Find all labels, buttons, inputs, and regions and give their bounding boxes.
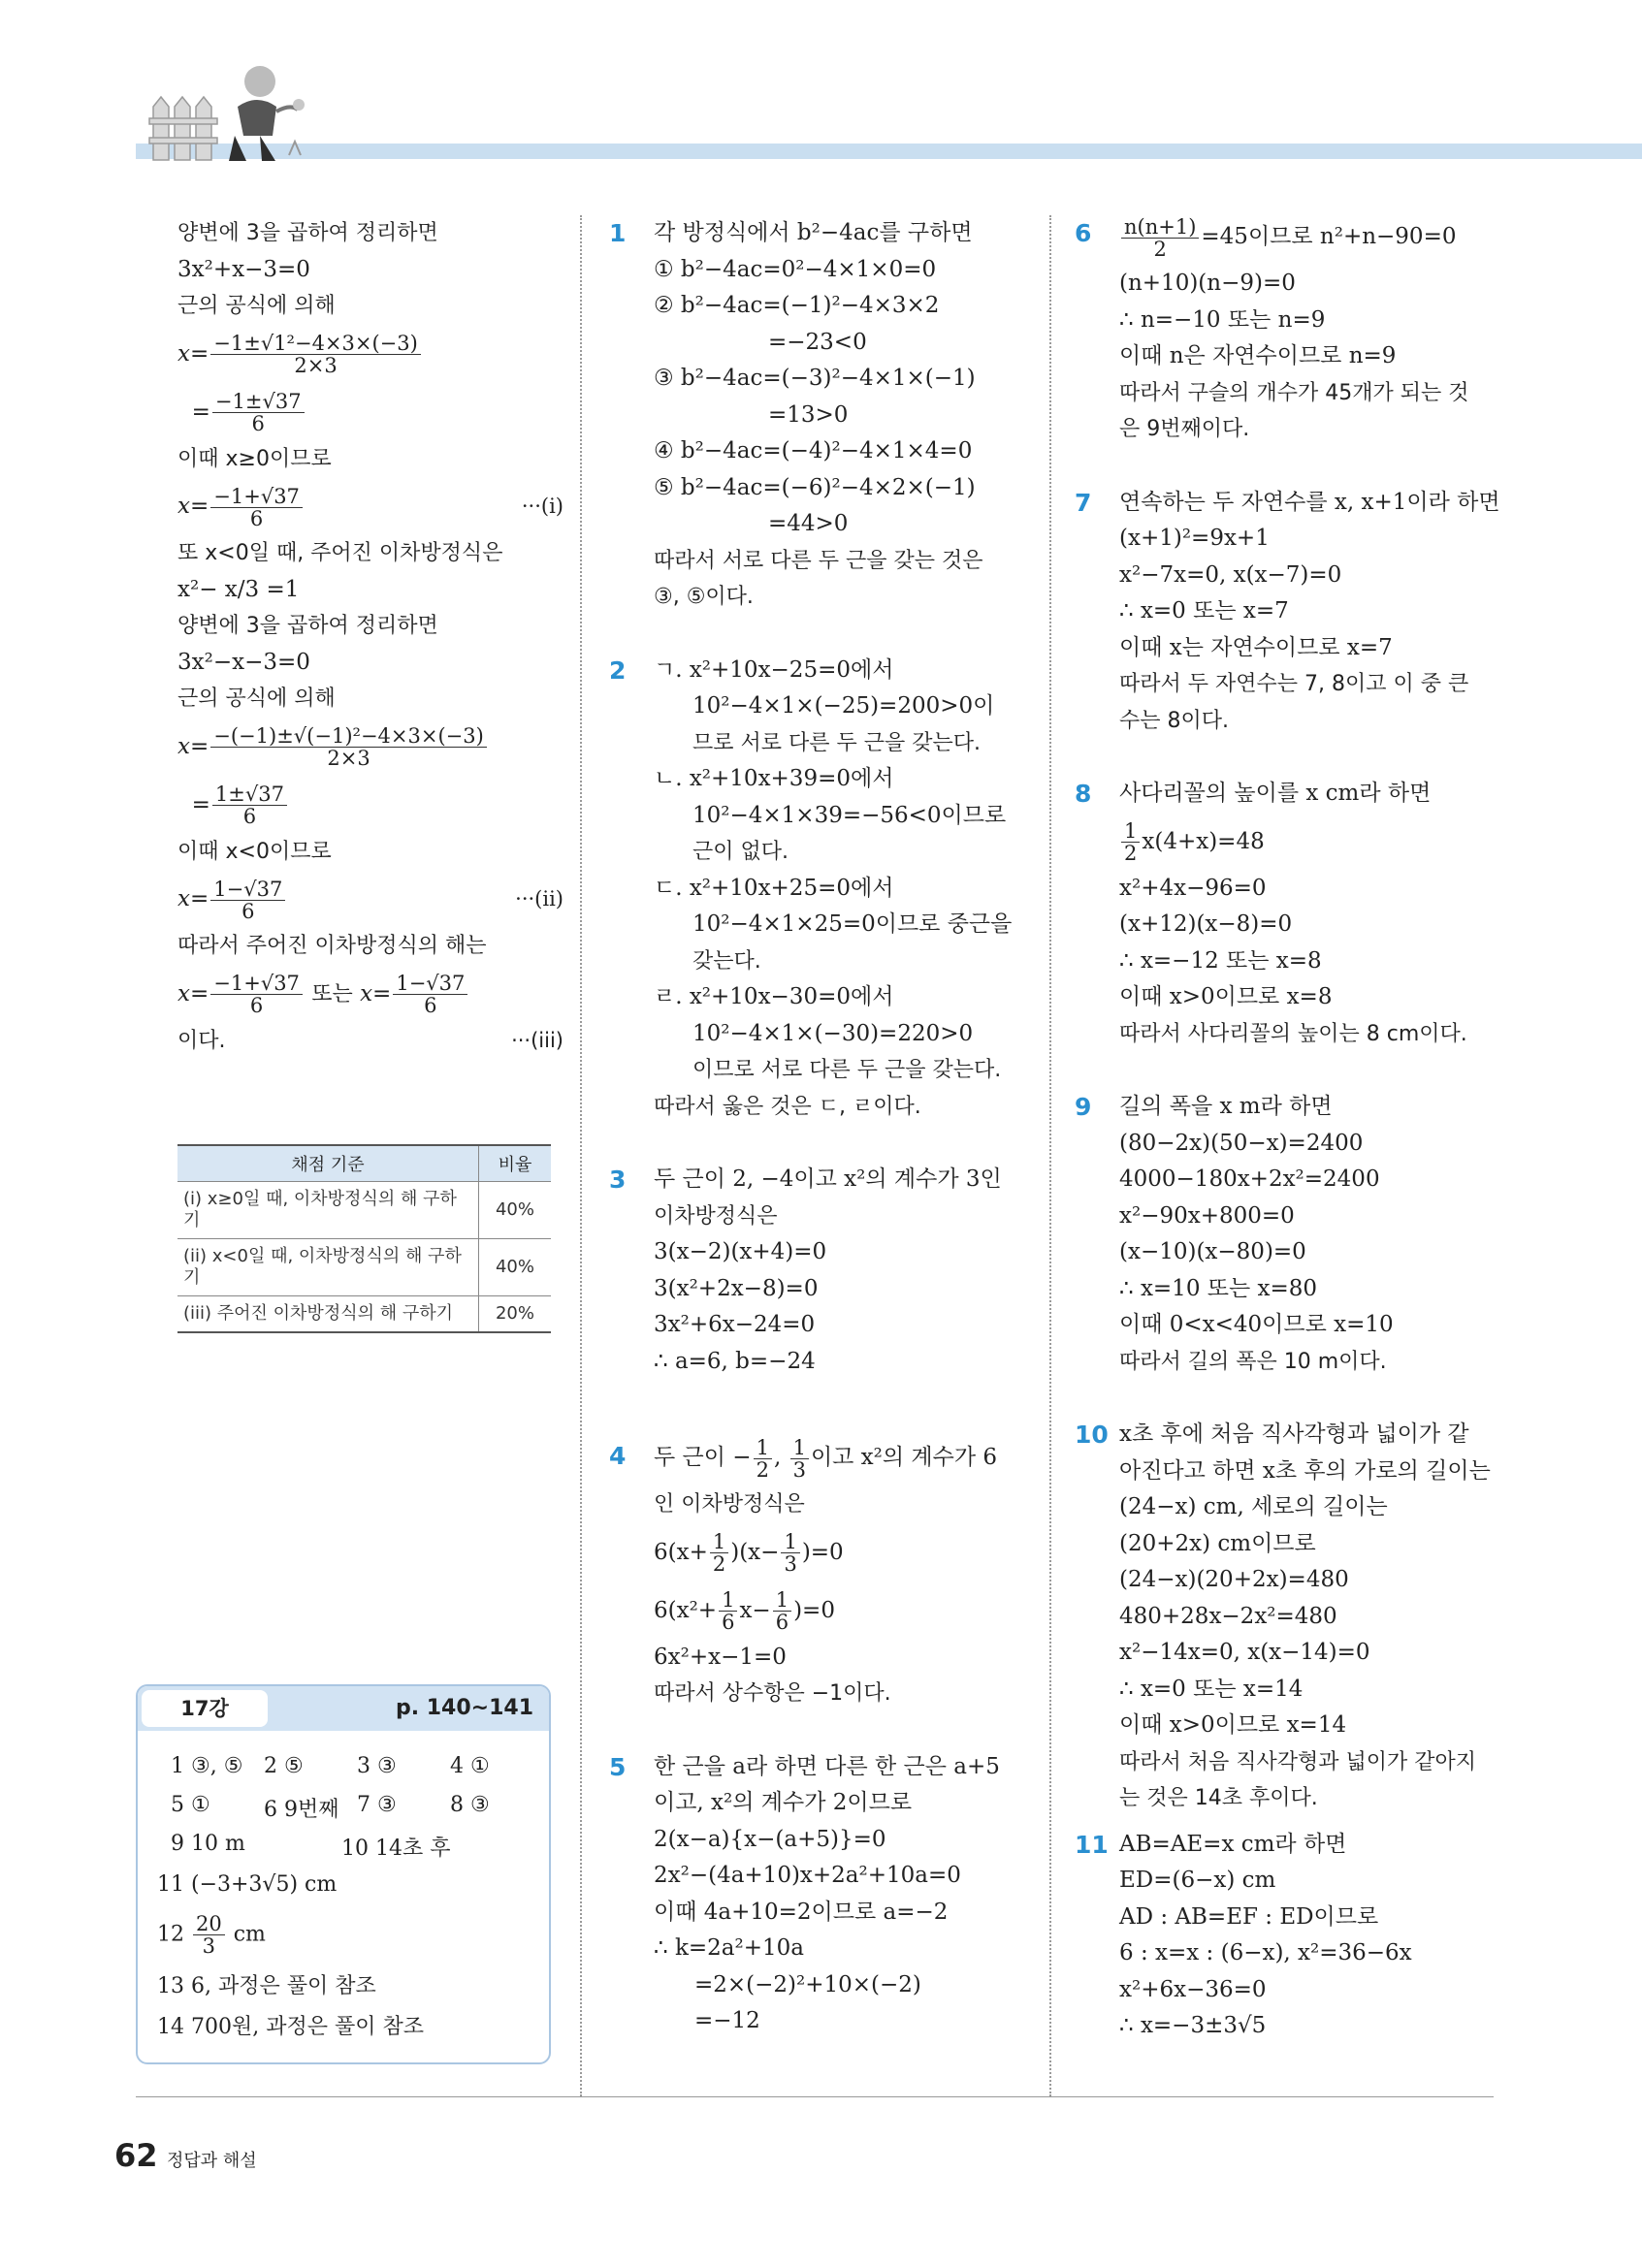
text-span: )(x−: [730, 1539, 780, 1565]
solution-line: ㄴ. x²+10x+39=0에서: [654, 766, 894, 791]
answer-item: 2 ⑤: [264, 1754, 304, 1778]
solution-line: 길의 폭을 x m라 하면: [1119, 1094, 1333, 1119]
solution-line: (n+10)(n−9)=0: [1119, 271, 1296, 296]
table-row: [177, 1239, 551, 1296]
equation-line: x= $\frac{\text{−1±√1²−4×3×(−3)}}{2\times 3}$: [177, 325, 565, 383]
table-cell: (ii) x<0일 때, 이차방정식의 해 구하기: [177, 1239, 479, 1296]
solution-line: (80−2x)(50−x)=2400: [1119, 1130, 1364, 1156]
solution-line: 한 근을 a라 하면 다른 한 근은 a+5: [654, 1753, 1000, 1779]
answer-item: 13 6, 과정은 풀이 참조: [157, 1974, 376, 1998]
denominator: 6: [241, 899, 255, 923]
problem-number: 7: [1075, 488, 1092, 517]
fraction: [210, 725, 487, 769]
solution-line: (20+2x) cm이므로: [1119, 1530, 1316, 1556]
solution-line: 3x²+6x−24=0: [654, 1312, 816, 1337]
problem-5: [609, 1749, 1036, 2040]
problem-4: [609, 1428, 1036, 1712]
text-span: )=0: [801, 1539, 844, 1565]
numerator: 1−√37: [393, 973, 467, 995]
fraction: [790, 1437, 809, 1481]
solution-line: [1119, 813, 1501, 871]
denominator: 2: [1124, 842, 1138, 865]
denominator: 2: [1153, 237, 1167, 261]
solution-line: 6x²+x−1=0: [654, 1644, 787, 1670]
column-divider-right: [1049, 215, 1051, 2096]
header-bar: [136, 144, 1642, 159]
solution-line: 이때 x>0이므로 x=8: [1119, 984, 1333, 1009]
fraction: [1121, 216, 1199, 260]
answer-item: 10 14초 후: [341, 1837, 451, 1861]
text-span: x−: [739, 1597, 771, 1623]
table-cell: (i) x≥0일 때, 이차방정식의 해 구하기: [177, 1182, 479, 1239]
answer-item: 8 ③: [450, 1793, 490, 1817]
answer-item: 6 9번째: [264, 1798, 339, 1822]
solution-line: (x+1)²=9x+1: [1119, 526, 1270, 551]
solution-line: 수는 8이다.: [1119, 708, 1229, 733]
solution-line: 3(x²+2x−8)=0: [654, 1275, 819, 1301]
numerator: 1−√37: [210, 878, 285, 901]
equation-line: x²− x/3 =1: [177, 576, 300, 602]
denominator: 6: [249, 506, 264, 530]
solution-line: 이고, x²의 계수가 2이므로: [654, 1790, 913, 1815]
fraction: [212, 391, 305, 434]
fraction: [212, 783, 287, 827]
answer-item: 3 ③: [357, 1754, 397, 1778]
solution-line: (x−10)(x−80)=0: [1119, 1239, 1306, 1264]
answer-number: 12: [157, 1922, 184, 1947]
solution-line: AD : AB=EF : ED이므로: [1119, 1903, 1379, 1930]
table-cell: 20%: [479, 1296, 552, 1333]
table-header-ratio: 비율: [479, 1145, 552, 1182]
solution-line: =−12: [694, 2008, 760, 2033]
answer-item: 1 ③, ⑤: [171, 1754, 243, 1778]
solution-line: 이므로 서로 다른 두 근을 갖는다.: [692, 1058, 1002, 1082]
page-label: 정답과 해설: [167, 2151, 257, 2171]
problem-1: [609, 215, 1036, 616]
solution-line: x²−90x+800=0: [1119, 1202, 1295, 1229]
solution-line: 근이 없다.: [692, 840, 789, 864]
numerator: 1: [790, 1437, 809, 1459]
denominator: 2×3: [327, 747, 370, 770]
step-tag: ···(iii): [511, 1028, 563, 1052]
denominator: 2×3: [294, 354, 338, 377]
numerator: −1+√37: [210, 486, 303, 508]
problem-number: 4: [609, 1442, 627, 1470]
text-line: 따라서 주어진 이차방정식의 해는: [177, 934, 487, 958]
numerator: 1: [754, 1437, 772, 1459]
solution-line: 따라서 서로 다른 두 근을 갖는 것은: [654, 548, 983, 573]
solution-line: ③, ⑤이다.: [654, 585, 754, 609]
solution-line: 므로 서로 다른 두 근을 갖는다.: [692, 730, 981, 755]
solution-line: ∴ x=−12 또는 x=8: [1119, 947, 1322, 974]
text-line: 근의 공식에 의해: [177, 294, 336, 318]
text-line: 이때 x≥0이므로: [177, 446, 332, 471]
unit: cm: [233, 1922, 266, 1947]
fraction: [710, 1531, 728, 1575]
table-header-criteria: 채점 기준: [177, 1145, 479, 1182]
solution-line: 따라서 상수항은 −1이다.: [654, 1681, 891, 1706]
solution-line: 는 것은 14초 후이다.: [1119, 1786, 1318, 1810]
solution-line: [654, 1523, 1036, 1581]
solution-line: 따라서 옳은 것은 ㄷ, ㄹ이다.: [654, 1094, 921, 1119]
solution-line: 따라서 길의 폭은 10 m이다.: [1119, 1349, 1387, 1374]
problem-number: 1: [609, 219, 627, 247]
text-span: x(4+x)=48: [1142, 828, 1265, 854]
denominator: 6: [249, 994, 264, 1017]
fraction: [193, 1913, 225, 1957]
solution-line: 따라서 사다리꼴의 높이는 8 cm이다.: [1119, 1021, 1467, 1046]
solution-line: 10²−4×1×25=0이므로 중근을: [692, 911, 1013, 937]
problem-number: 8: [1075, 780, 1092, 808]
answer-item: 5 ①: [171, 1793, 210, 1817]
numerator: −1±√1²−4×3×(−3): [210, 333, 421, 355]
answer-item: 9 10 m: [171, 1832, 245, 1856]
solution-line: 6 : x=x : (6−x), x²=36−6x: [1119, 1940, 1412, 1965]
equation-line: x= $\frac{-1+√37}{6}$ 또는 x= $\frac{1-√37}{6}$: [177, 965, 565, 1023]
denominator: 2: [712, 1552, 726, 1576]
numerator: −1±√37: [212, 391, 305, 413]
page-number: 62: [114, 2137, 158, 2174]
fraction: [1121, 820, 1140, 864]
table-cell: (iii) 주어진 이차방정식의 해 구하기: [177, 1296, 479, 1333]
numerator: 1: [773, 1589, 791, 1612]
solution-line: 두 근이 2, −4이고 x²의 계수가 3인: [654, 1166, 1002, 1192]
answer-item: 14 700원, 과정은 풀이 참조: [157, 2015, 424, 2039]
solution-line: ㄱ. x²+10x−25=0에서: [654, 656, 894, 683]
text-span: =45이므로 n²+n−90=0: [1201, 224, 1457, 249]
solution-line: x초 후에 처음 직사각형과 넓이가 같: [1119, 1421, 1469, 1447]
problem-number: 3: [609, 1166, 627, 1194]
solution-line: [654, 1581, 1036, 1640]
denominator: 6: [722, 1611, 735, 1634]
solution-line: ∴ x=0 또는 x=14: [1119, 1676, 1304, 1702]
solution-line: ④ b²−4ac=(−4)²−4×1×4=0: [654, 438, 973, 463]
solution-line: 이차방정식은: [654, 1203, 778, 1229]
text-line: 또 x<0일 때, 주어진 이차방정식은: [177, 541, 503, 565]
solution-line: ∴ x=10 또는 x=80: [1119, 1275, 1318, 1301]
fraction: [754, 1437, 772, 1481]
fraction: [393, 973, 467, 1016]
solution-line: 이때 4a+10=2이므로 a=−2: [654, 1899, 949, 1925]
problem-3: [609, 1162, 1036, 1380]
solution-line: ∴ n=−10 또는 n=9: [1119, 306, 1326, 333]
problem-number: 10: [1075, 1421, 1109, 1449]
solution-line: 인 이차방정식은: [654, 1492, 805, 1517]
answer-item: [157, 1913, 266, 1957]
right-column: [1075, 215, 1501, 2045]
solution-line: ③ b²−4ac=(−3)²−4×1×(−1): [654, 366, 976, 391]
fraction: [210, 973, 303, 1016]
table-cell: 40%: [479, 1239, 552, 1296]
problem-number: 2: [609, 655, 627, 685]
solution-line: ㄹ. x²+10x−30=0에서: [654, 984, 894, 1009]
footer-divider: [136, 2096, 1494, 2097]
denominator: 6: [242, 805, 257, 828]
fraction: [773, 1589, 791, 1633]
denominator: 2: [756, 1457, 769, 1482]
solution-line: =2×(−2)²+10×(−2): [694, 1971, 921, 1997]
numerator: 1±√37: [212, 783, 287, 806]
page-range: p. 140~141: [395, 1696, 533, 1720]
answer-box-header: [138, 1686, 549, 1731]
left-column: [177, 215, 565, 1059]
text-line: 양변에 3을 곱하여 정리하면: [177, 614, 438, 638]
equation-line: x= $\frac{1-√37}{6}$ ···(ii): [177, 870, 565, 928]
step-tag: ···(i): [521, 495, 563, 518]
equation-line: x= $\frac{\text{−(−1)±√(−1)²−4×3×(−3)}}{2\times 3}$: [177, 718, 565, 776]
equation-line: = $\frac{1\pm√37}{6}$: [177, 776, 565, 834]
solution-line: ED=(6−x) cm: [1119, 1868, 1276, 1893]
fraction: [210, 486, 303, 529]
text-span: 6(x+: [654, 1539, 708, 1565]
problem-9: [1075, 1089, 1501, 1380]
problem-11: [1075, 1827, 1501, 2045]
solution-line: =44>0: [768, 511, 849, 536]
text-span: 이다.: [177, 1028, 226, 1053]
table-row: [177, 1182, 551, 1239]
answer-item: 7 ③: [357, 1793, 397, 1817]
solution-line: ② b²−4ac=(−1)²−4×3×2: [654, 293, 940, 318]
solution-line: 이때 n은 자연수이므로 n=9: [1119, 343, 1397, 368]
column-divider-left: [580, 215, 582, 2096]
solution-line: 4000−180x+2x²=2400: [1119, 1166, 1380, 1192]
problem-number: 6: [1075, 219, 1092, 247]
solution-line: 10²−4×1×(−25)=200>0이: [692, 693, 995, 719]
problem-number: 9: [1075, 1093, 1092, 1121]
solution-line: 은 9번째이다.: [1119, 417, 1250, 441]
text-span: 이고 x²의 계수가 6: [810, 1445, 998, 1470]
numerator: −(−1)±√(−1)²−4×3×(−3): [210, 725, 487, 748]
solution-line: ⑤ b²−4ac=(−6)²−4×2×(−1): [654, 474, 976, 500]
solution-line: 따라서 두 자연수는 7, 8이고 이 중 큰: [1119, 672, 1469, 696]
solution-line: 따라서 구슬의 개수가 45개가 되는 것: [1119, 380, 1469, 405]
numerator: 1: [719, 1589, 737, 1612]
text-line: 이때 x<0이므로: [177, 839, 332, 864]
solution-line: 이때 x는 자연수이므로 x=7: [1119, 634, 1393, 660]
text-span: )=0: [793, 1597, 835, 1623]
equation-line: = $\frac{-1\pm√37}{6}$: [177, 383, 565, 441]
fraction: [781, 1531, 799, 1575]
solution-line: 이때 0<x<40이므로 x=10: [1119, 1312, 1394, 1337]
solution-line: x²+4x−96=0: [1119, 875, 1267, 901]
answer-item: 4 ①: [450, 1754, 490, 1778]
or-word: 또는: [311, 981, 353, 1006]
denominator: 6: [251, 412, 265, 435]
solution-line: 480+28x−2x²=480: [1119, 1603, 1337, 1629]
solution-line: AB=AE=x cm라 하면: [1119, 1831, 1347, 1857]
fraction: [210, 333, 421, 376]
solution-line: (x+12)(x−8)=0: [1119, 911, 1293, 937]
problem-10: [1075, 1417, 1501, 1817]
equation-line: 3x²−x−3=0: [177, 649, 310, 675]
solution-line: 두 근이 − $\frac{1}{2}$ , $\frac{1}{3}$ 이고 x²의 계수가 6: [654, 1435, 998, 1482]
denominator: 3: [784, 1552, 797, 1576]
problem-2: [609, 653, 1036, 1126]
solution-line: 연속하는 두 자연수를 x, x+1이라 하면: [1119, 489, 1500, 515]
problem-number: 5: [609, 1752, 627, 1781]
problem-7: [1075, 485, 1501, 740]
solution-line: 2x²−(4a+10)x+2a²+10a=0: [654, 1863, 961, 1888]
numerator: n(n+1): [1121, 216, 1199, 239]
denominator: 6: [424, 994, 437, 1017]
table-row: [177, 1296, 551, 1333]
solution-line: (24−x)(20+2x)=480: [1119, 1567, 1349, 1592]
solution-line: =−23<0: [768, 329, 867, 355]
numerator: −1+√37: [210, 973, 303, 995]
answer-box: [136, 1684, 551, 2064]
fraction: [210, 878, 285, 922]
scoring-table: [177, 1144, 551, 1333]
numerator: 1: [781, 1531, 799, 1553]
solution-line: ∴ k=2a²+10a: [654, 1935, 804, 1961]
gardener-illustration-icon: [145, 58, 310, 165]
problem-number: 11: [1075, 1830, 1109, 1859]
denominator: 6: [775, 1611, 789, 1634]
denominator: 3: [792, 1457, 806, 1482]
solution-line: =13>0: [768, 401, 849, 428]
solution-line: (24−x) cm, 세로의 길이는: [1119, 1494, 1388, 1519]
numerator: 1: [1121, 820, 1140, 843]
equation-line: x= $\frac{-1+√37}{6}$ ···(i): [177, 477, 565, 535]
answer-item: 11 (−3+3√5) cm: [157, 1872, 338, 1897]
problem-8: [1075, 776, 1501, 1052]
middle-column: [609, 215, 1036, 2040]
solution-line: ㄷ. x²+10x+25=0에서: [654, 875, 894, 901]
solution-line: 각 방정식에서 b²−4ac를 구하면: [654, 220, 973, 245]
solution-line: 10²−4×1×(−30)=220>0: [692, 1020, 974, 1046]
solution-line: x²+6x−36=0: [1119, 1976, 1267, 2002]
problem-6: [1075, 208, 1501, 448]
solution-line: x²−14x=0, x(x−14)=0: [1119, 1640, 1370, 1665]
solution-line: x²−7x=0, x(x−7)=0: [1119, 561, 1342, 588]
step-tag: ···(ii): [515, 887, 563, 910]
text-line: 근의 공식에 의해: [177, 687, 336, 711]
numerator: 1: [710, 1531, 728, 1553]
fraction: [719, 1589, 737, 1633]
text-span: 6(x²+: [654, 1597, 718, 1623]
solution-line: 아진다고 하면 x초 후의 가로의 길이는: [1119, 1457, 1491, 1484]
numerator: 20: [193, 1913, 225, 1935]
solution-line: 3(x−2)(x+4)=0: [654, 1239, 827, 1264]
solution-line: 사다리꼴의 높이를 x cm라 하면: [1119, 781, 1432, 806]
table-cell: 40%: [479, 1182, 552, 1239]
equation-line: 3x²+x−3=0: [177, 256, 310, 282]
denominator: 3: [202, 1934, 216, 1958]
text-line: 양변에 3을 곱하여 정리하면: [177, 221, 438, 245]
solution-line: 갖는다.: [692, 948, 761, 974]
solution-line: 따라서 처음 직사각형과 넓이가 같아지: [1119, 1749, 1477, 1774]
solution-line: ∴ x=0 또는 x=7: [1119, 598, 1289, 623]
lesson-badge: 17강: [142, 1690, 268, 1727]
text-line: [177, 1023, 565, 1060]
solution-line: ∴ a=6, b=−24: [654, 1348, 816, 1374]
solution-line: 이때 x>0이므로 x=14: [1119, 1712, 1347, 1738]
solution-line: [1119, 208, 1501, 266]
text-span: 두 근이 −: [654, 1445, 752, 1470]
solution-line: ① b²−4ac=0²−4×1×0=0: [654, 256, 937, 282]
solution-line: 2(x−a){x−(a+5)}=0: [654, 1826, 886, 1852]
solution-line: 10²−4×1×39=−56<0이므로: [692, 802, 1007, 828]
solution-line: ∴ x=−3±3√5: [1119, 2013, 1267, 2038]
